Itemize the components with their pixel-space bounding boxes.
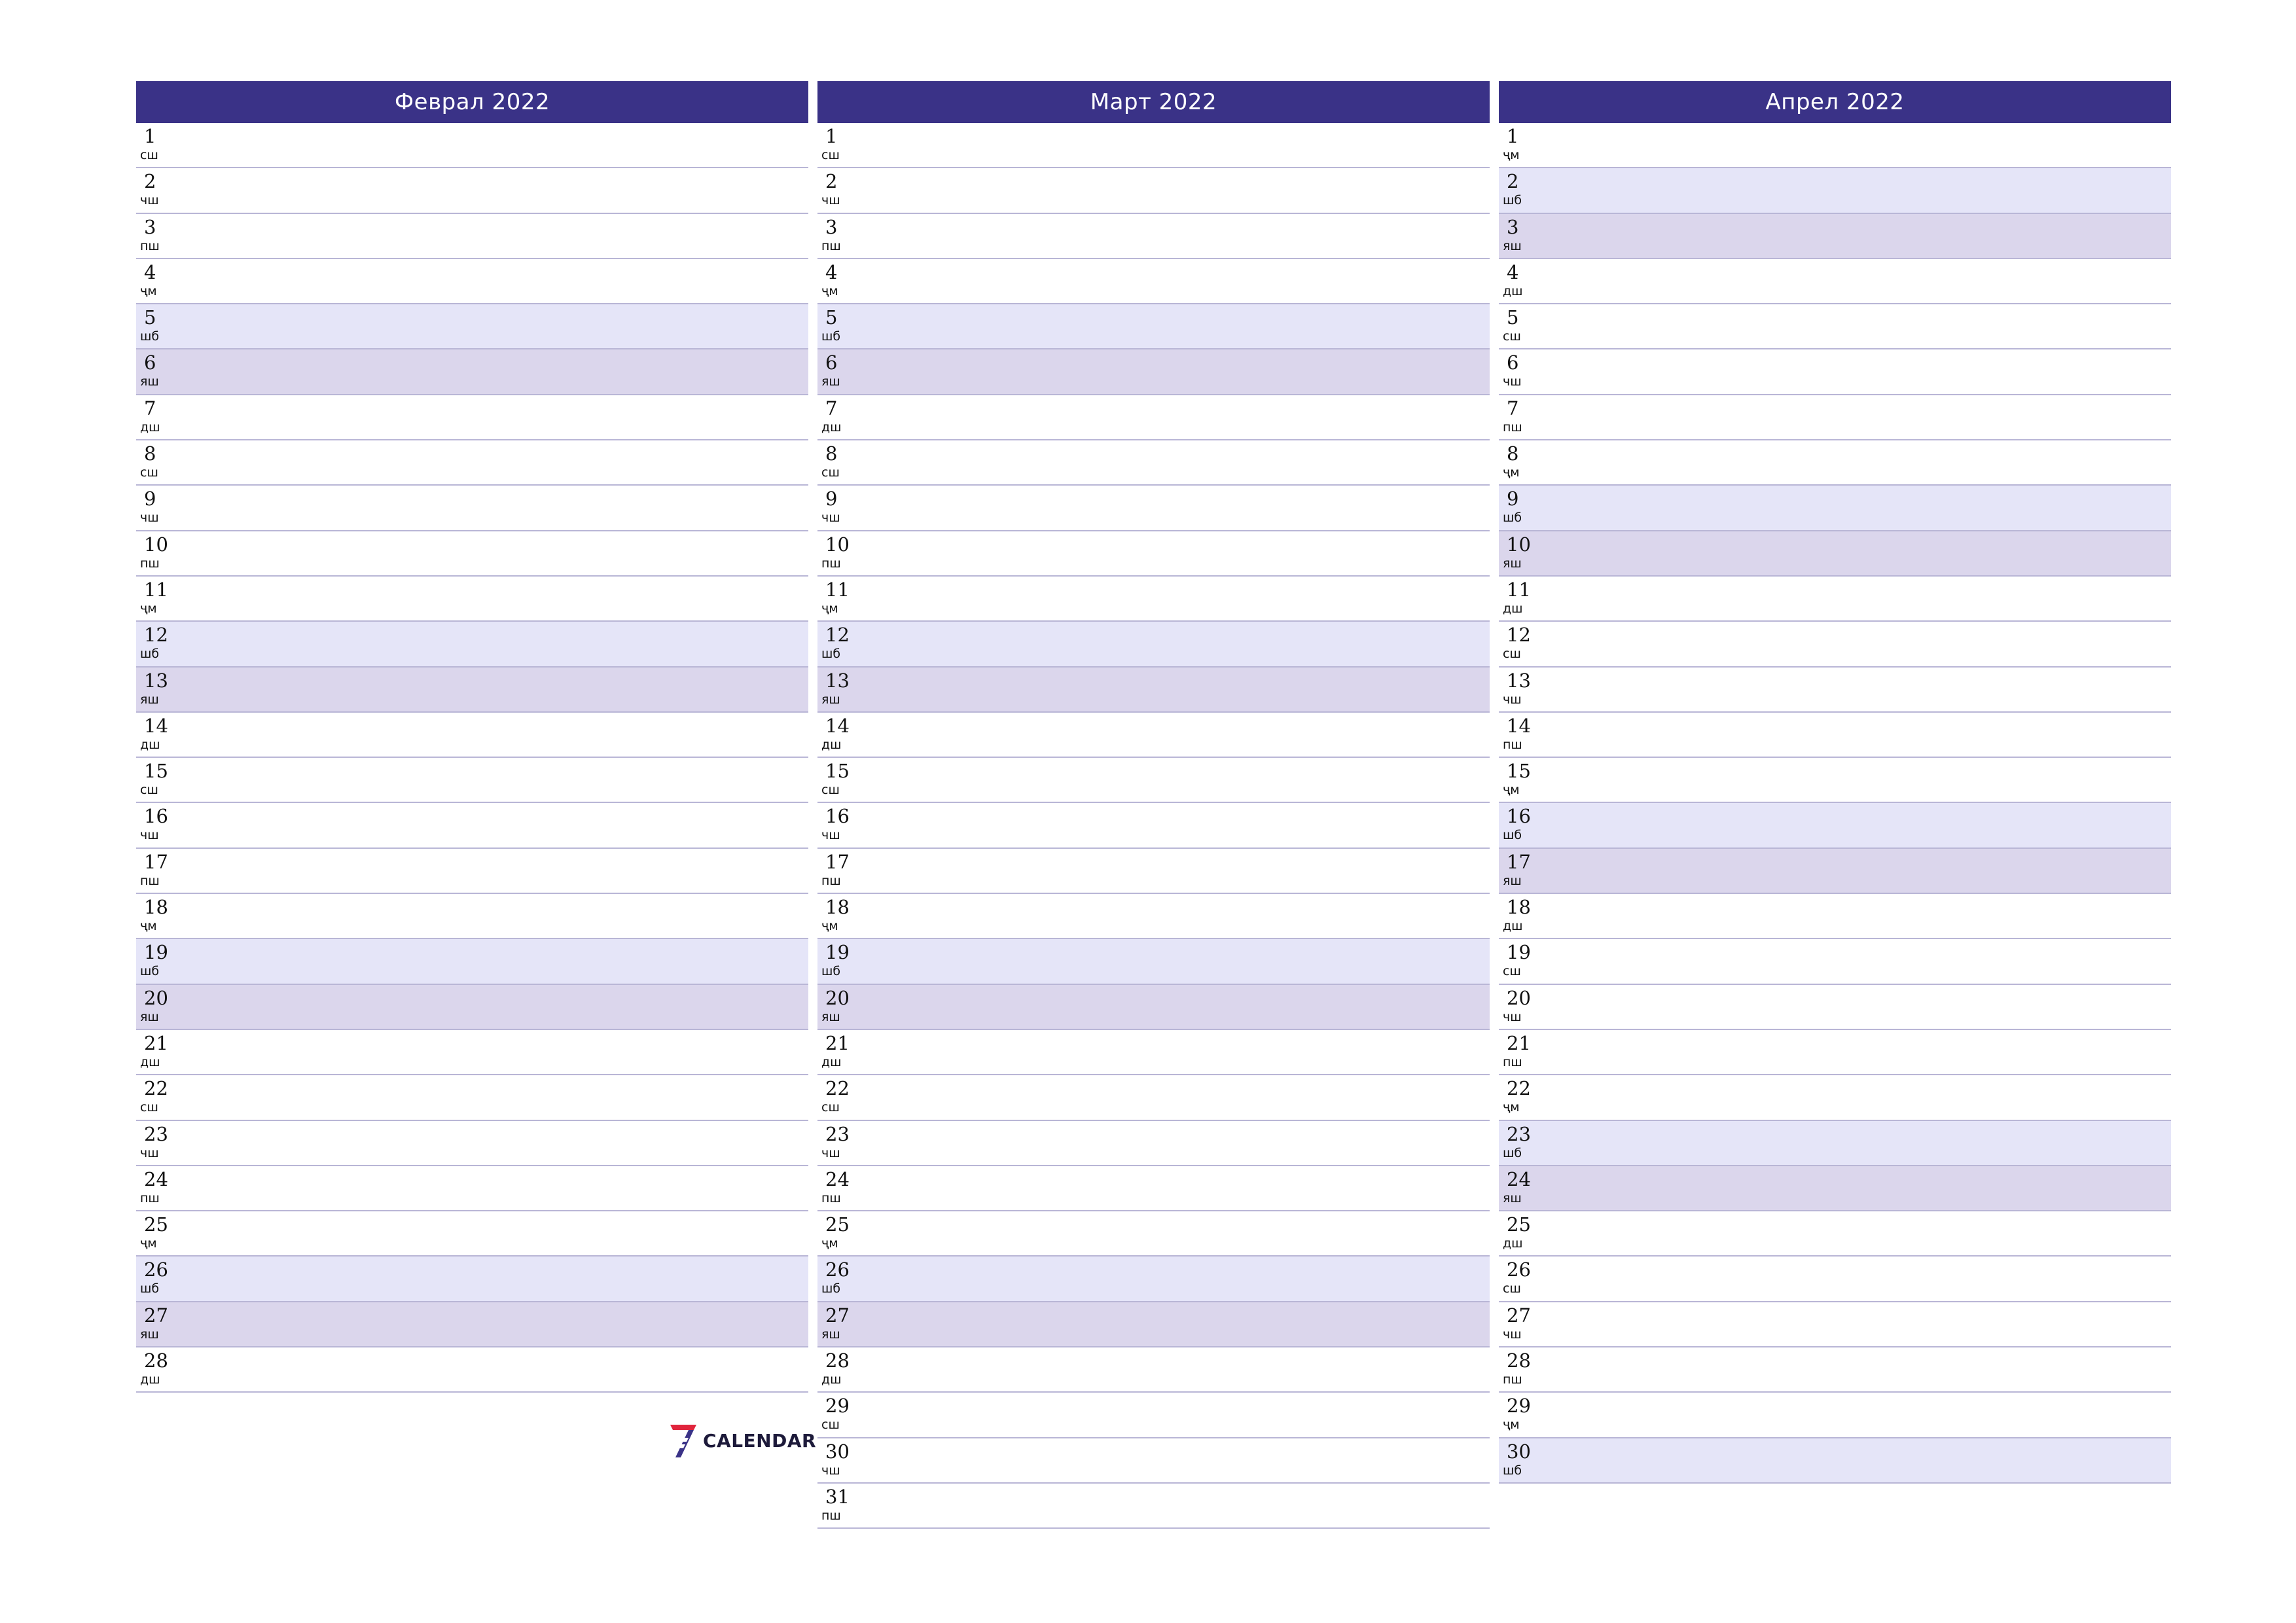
weekday-label: шб: [1503, 193, 1522, 208]
day-row: [136, 1347, 808, 1393]
day-row: [817, 1393, 1490, 1438]
weekday-label: дш: [1503, 919, 1523, 934]
day-row: [817, 1211, 1490, 1257]
weekday-label: сш: [140, 783, 158, 798]
day-number: 26: [144, 1258, 168, 1281]
day-number: 28: [825, 1349, 850, 1372]
day-number: 8: [825, 442, 838, 465]
day-number: 10: [144, 533, 168, 556]
day-number: 20: [1507, 986, 1531, 1009]
day-number: 17: [1507, 850, 1531, 873]
weekday-label: чш: [140, 1145, 159, 1160]
weekday-label: яш: [821, 1009, 840, 1024]
day-row: [136, 1166, 808, 1211]
day-number: 2: [1507, 170, 1519, 193]
day-row: [817, 1166, 1490, 1211]
weekday-label: шб: [140, 329, 160, 344]
day-row: [817, 440, 1490, 486]
day-row: [1499, 803, 2171, 848]
day-row: [1499, 1302, 2171, 1347]
day-row: [136, 1030, 808, 1075]
weekday-label: чш: [821, 828, 840, 843]
day-row: [817, 894, 1490, 939]
day-row: [1499, 985, 2171, 1030]
day-row: [1499, 1347, 2171, 1393]
weekday-label: яш: [1503, 1190, 1522, 1205]
day-row: [817, 622, 1490, 667]
day-number: 24: [1507, 1168, 1531, 1190]
day-number: 12: [144, 624, 168, 647]
day-row: [1499, 440, 2171, 486]
day-number: 9: [1507, 488, 1519, 510]
day-number: 24: [144, 1168, 168, 1190]
day-number: 6: [144, 351, 156, 374]
day-row: [1499, 894, 2171, 939]
weekday-label: сш: [1503, 647, 1521, 662]
day-number: 1: [1507, 125, 1519, 147]
weekday-label: дш: [140, 737, 160, 752]
weekday-label: сш: [1503, 329, 1521, 344]
day-row: [136, 123, 808, 168]
day-list: [1499, 123, 2171, 1484]
weekday-label: ҷм: [140, 1236, 157, 1251]
day-number: 25: [144, 1213, 168, 1236]
weekday-label: сш: [140, 148, 158, 162]
day-row: [136, 304, 808, 349]
day-number: 18: [1507, 896, 1531, 919]
day-number: 15: [825, 760, 850, 783]
day-row: [817, 849, 1490, 894]
day-row: [1499, 758, 2171, 803]
weekday-label: ҷм: [821, 1236, 838, 1251]
day-row: [1499, 214, 2171, 259]
day-row: [817, 259, 1490, 304]
weekday-label: шб: [140, 964, 160, 979]
day-row: [1499, 259, 2171, 304]
day-list: [136, 123, 808, 1393]
day-row: [1499, 531, 2171, 577]
day-row: [1499, 1075, 2171, 1120]
weekday-label: чш: [821, 1463, 840, 1478]
day-number: 14: [825, 714, 850, 737]
weekday-label: шб: [821, 964, 841, 979]
day-number: 23: [1507, 1122, 1531, 1145]
day-row: [1499, 304, 2171, 349]
day-row: [136, 259, 808, 304]
day-number: 29: [825, 1395, 850, 1418]
day-number: 6: [1507, 351, 1519, 374]
weekday-label: пш: [821, 873, 841, 888]
weekday-label: яш: [1503, 238, 1522, 253]
weekday-label: ҷм: [821, 601, 838, 616]
weekday-label: сш: [821, 465, 840, 480]
day-list: [817, 123, 1490, 1529]
day-row: [1499, 713, 2171, 758]
day-number: 4: [144, 260, 156, 283]
day-number: 7: [1507, 397, 1519, 419]
weekday-label: чш: [1503, 1009, 1522, 1024]
day-number: 8: [1507, 442, 1519, 465]
day-number: 7: [825, 397, 838, 419]
weekday-label: чш: [821, 1145, 840, 1160]
weekday-label: пш: [1503, 1054, 1522, 1069]
day-row: [1499, 939, 2171, 984]
day-row: [817, 1075, 1490, 1120]
day-row: [136, 668, 808, 713]
day-row: [136, 1121, 808, 1166]
day-number: 27: [825, 1304, 850, 1327]
day-row: [817, 985, 1490, 1030]
day-number: 1: [825, 125, 838, 147]
day-number: 18: [825, 896, 850, 919]
weekday-label: сш: [140, 465, 158, 480]
day-row: [1499, 577, 2171, 622]
day-number: 13: [1507, 669, 1531, 692]
day-number: 30: [825, 1440, 850, 1463]
day-row: [817, 1484, 1490, 1529]
day-number: 5: [825, 306, 838, 329]
weekday-label: дш: [821, 419, 842, 435]
day-number: 26: [1507, 1258, 1531, 1281]
weekday-label: ҷм: [821, 283, 838, 298]
day-row: [136, 939, 808, 984]
day-row: [136, 214, 808, 259]
weekday-label: яш: [821, 374, 840, 389]
day-row: [136, 1211, 808, 1257]
day-number: 22: [825, 1077, 850, 1100]
day-number: 14: [1507, 714, 1531, 737]
weekday-label: пш: [1503, 419, 1522, 435]
weekday-label: дш: [140, 1054, 160, 1069]
weekday-label: пш: [821, 556, 841, 571]
day-row: [136, 894, 808, 939]
month-header: Март 2022: [817, 81, 1490, 123]
day-row: [817, 123, 1490, 168]
day-row: [817, 304, 1490, 349]
weekday-label: дш: [821, 1054, 842, 1069]
seven-calendar-logo-icon: [669, 1422, 698, 1459]
day-number: 13: [144, 669, 168, 692]
day-number: 22: [1507, 1077, 1531, 1100]
day-row: [817, 214, 1490, 259]
weekday-label: пш: [821, 1508, 841, 1523]
day-number: 31: [825, 1485, 850, 1508]
weekday-label: ҷм: [140, 601, 157, 616]
month-header: Феврал 2022: [136, 81, 808, 123]
day-row: [1499, 168, 2171, 213]
day-number: 28: [1507, 1349, 1531, 1372]
day-number: 4: [1507, 260, 1519, 283]
weekday-label: яш: [821, 692, 840, 707]
day-number: 11: [1507, 578, 1531, 601]
weekday-label: шб: [140, 1281, 160, 1296]
day-number: 11: [144, 578, 168, 601]
day-number: 2: [825, 170, 838, 193]
weekday-label: шб: [821, 1281, 841, 1296]
weekday-label: ҷм: [140, 283, 157, 298]
day-number: 13: [825, 669, 850, 692]
day-row: [817, 668, 1490, 713]
weekday-label: пш: [821, 238, 841, 253]
day-row: [1499, 486, 2171, 531]
weekday-label: чш: [140, 510, 159, 526]
weekday-label: чш: [1503, 692, 1522, 707]
day-number: 10: [825, 533, 850, 556]
day-row: [817, 531, 1490, 577]
day-number: 28: [144, 1349, 168, 1372]
day-row: [1499, 349, 2171, 395]
day-number: 18: [144, 896, 168, 919]
month-column-april: [1499, 81, 2171, 1484]
weekday-label: пш: [140, 238, 160, 253]
day-row: [136, 349, 808, 395]
day-number: 19: [825, 941, 850, 964]
weekday-label: чш: [1503, 1327, 1522, 1342]
day-number: 2: [144, 170, 156, 193]
day-number: 14: [144, 714, 168, 737]
day-row: [1499, 1121, 2171, 1166]
day-number: 24: [825, 1168, 850, 1190]
day-number: 12: [825, 624, 850, 647]
day-number: 21: [825, 1031, 850, 1054]
day-number: 26: [825, 1258, 850, 1281]
day-row: [136, 713, 808, 758]
day-row: [136, 803, 808, 848]
weekday-label: шб: [1503, 1145, 1522, 1160]
weekday-label: сш: [821, 783, 840, 798]
day-number: 25: [825, 1213, 850, 1236]
day-number: 17: [825, 850, 850, 873]
day-number: 16: [144, 805, 168, 828]
weekday-label: дш: [140, 419, 160, 435]
day-row: [136, 1075, 808, 1120]
month-column-march: [817, 81, 1490, 1529]
day-row: [136, 577, 808, 622]
day-row: [1499, 1166, 2171, 1211]
day-row: [136, 440, 808, 486]
day-row: [817, 713, 1490, 758]
weekday-label: пш: [140, 556, 160, 571]
day-number: 20: [825, 986, 850, 1009]
day-row: [817, 1030, 1490, 1075]
weekday-label: чш: [1503, 374, 1522, 389]
weekday-label: ҷм: [140, 919, 157, 934]
weekday-label: яш: [1503, 873, 1522, 888]
day-row: [1499, 395, 2171, 440]
weekday-label: яш: [821, 1327, 840, 1342]
day-row: [136, 486, 808, 531]
weekday-label: яш: [140, 1009, 159, 1024]
day-number: 9: [144, 488, 156, 510]
weekday-label: дш: [140, 1372, 160, 1387]
day-number: 12: [1507, 624, 1531, 647]
weekday-label: ҷм: [1503, 1100, 1520, 1115]
day-row: [1499, 668, 2171, 713]
day-number: 21: [1507, 1031, 1531, 1054]
weekday-label: яш: [1503, 556, 1522, 571]
day-number: 7: [144, 397, 156, 419]
day-row: [817, 486, 1490, 531]
day-number: 3: [825, 215, 838, 238]
weekday-label: яш: [140, 692, 159, 707]
weekday-label: дш: [821, 737, 842, 752]
day-number: 16: [825, 805, 850, 828]
day-number: 1: [144, 125, 156, 147]
day-number: 3: [144, 215, 156, 238]
day-number: 29: [1507, 1395, 1531, 1418]
weekday-label: дш: [1503, 601, 1523, 616]
weekday-label: сш: [821, 148, 840, 162]
day-row: [1499, 1393, 2171, 1438]
weekday-label: пш: [140, 1190, 160, 1205]
weekday-label: пш: [821, 1190, 841, 1205]
day-row: [1499, 1211, 2171, 1257]
weekday-label: яш: [140, 1327, 159, 1342]
day-number: 17: [144, 850, 168, 873]
weekday-label: чш: [140, 828, 159, 843]
day-row: [817, 395, 1490, 440]
day-number: 15: [1507, 760, 1531, 783]
day-row: [817, 1121, 1490, 1166]
day-row: [817, 1257, 1490, 1302]
day-row: [817, 758, 1490, 803]
day-row: [1499, 849, 2171, 894]
day-number: 27: [144, 1304, 168, 1327]
weekday-label: шб: [140, 647, 160, 662]
weekday-label: дш: [821, 1372, 842, 1387]
day-number: 27: [1507, 1304, 1531, 1327]
weekday-label: ҷм: [1503, 465, 1520, 480]
weekday-label: пш: [1503, 737, 1522, 752]
month-header: Апрел 2022: [1499, 81, 2171, 123]
day-row: [1499, 1257, 2171, 1302]
day-number: 21: [144, 1031, 168, 1054]
day-row: [817, 803, 1490, 848]
day-row: [136, 849, 808, 894]
day-row: [136, 758, 808, 803]
day-row: [817, 939, 1490, 984]
weekday-label: сш: [1503, 964, 1521, 979]
weekday-label: ҷм: [821, 919, 838, 934]
day-row: [817, 1438, 1490, 1484]
weekday-label: шб: [1503, 1463, 1522, 1478]
day-row: [136, 985, 808, 1030]
day-row: [1499, 622, 2171, 667]
weekday-label: шб: [1503, 828, 1522, 843]
weekday-label: ҷм: [1503, 1418, 1520, 1433]
day-row: [136, 168, 808, 213]
day-number: 4: [825, 260, 838, 283]
day-row: [136, 395, 808, 440]
day-row: [817, 1347, 1490, 1393]
weekday-label: сш: [140, 1100, 158, 1115]
weekday-label: пш: [140, 873, 160, 888]
day-number: 20: [144, 986, 168, 1009]
day-number: 19: [144, 941, 168, 964]
weekday-label: чш: [821, 193, 840, 208]
weekday-label: яш: [140, 374, 159, 389]
weekday-label: шб: [821, 329, 841, 344]
day-number: 19: [1507, 941, 1531, 964]
day-number: 5: [1507, 306, 1519, 329]
day-number: 6: [825, 351, 838, 374]
weekday-label: сш: [1503, 1281, 1521, 1296]
day-number: 11: [825, 578, 850, 601]
weekday-label: чш: [140, 193, 159, 208]
day-row: [817, 168, 1490, 213]
day-row: [817, 1302, 1490, 1347]
day-row: [1499, 1030, 2171, 1075]
day-row: [136, 622, 808, 667]
day-number: 25: [1507, 1213, 1531, 1236]
weekday-label: шб: [1503, 510, 1522, 526]
day-number: 16: [1507, 805, 1531, 828]
day-row: [1499, 1438, 2171, 1484]
weekday-label: дш: [1503, 283, 1523, 298]
day-number: 23: [825, 1122, 850, 1145]
weekday-label: дш: [1503, 1236, 1523, 1251]
day-row: [817, 349, 1490, 395]
brand-logo: [669, 1421, 816, 1459]
day-number: 5: [144, 306, 156, 329]
month-column-february: [136, 81, 808, 1393]
weekday-label: сш: [821, 1418, 840, 1433]
day-row: [136, 1302, 808, 1347]
weekday-label: чш: [821, 510, 840, 526]
day-number: 9: [825, 488, 838, 510]
day-row: [817, 577, 1490, 622]
weekday-label: сш: [821, 1100, 840, 1115]
day-number: 23: [144, 1122, 168, 1145]
weekday-label: ҷм: [1503, 783, 1520, 798]
day-row: [136, 1257, 808, 1302]
day-row: [136, 531, 808, 577]
day-number: 3: [1507, 215, 1519, 238]
day-number: 15: [144, 760, 168, 783]
day-row: [1499, 123, 2171, 168]
day-number: 22: [144, 1077, 168, 1100]
day-number: 8: [144, 442, 156, 465]
day-number: 10: [1507, 533, 1531, 556]
logo-text: CALENDAR: [703, 1429, 817, 1452]
weekday-label: шб: [821, 647, 841, 662]
weekday-label: пш: [1503, 1372, 1522, 1387]
day-number: 30: [1507, 1440, 1531, 1463]
weekday-label: ҷм: [1503, 148, 1520, 162]
